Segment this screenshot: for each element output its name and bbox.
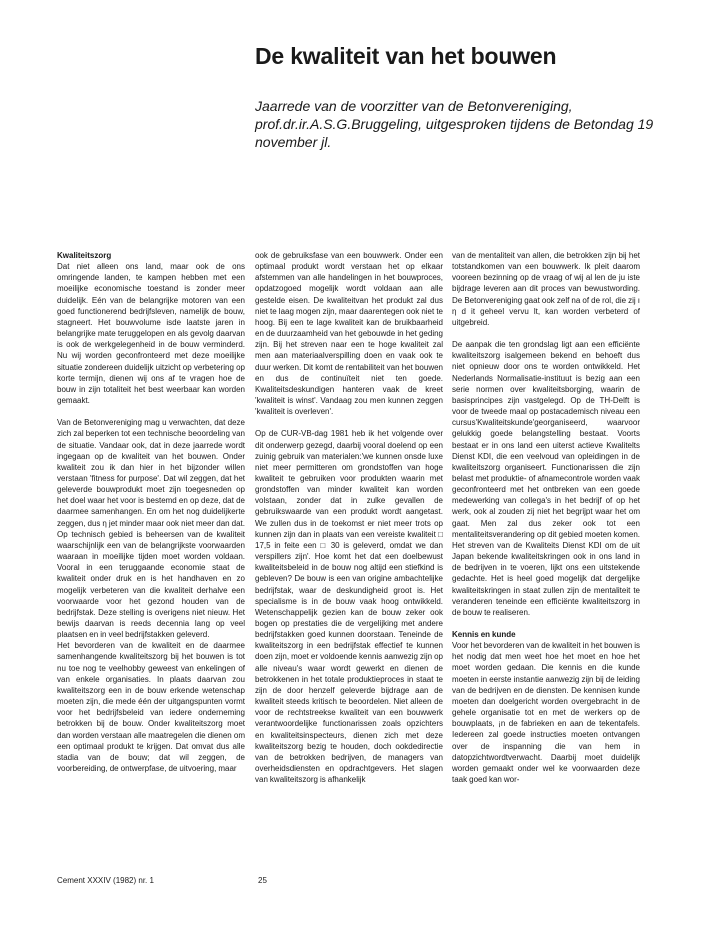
section-heading-kwaliteitszorg: Kwaliteitszorg [57, 251, 112, 260]
paragraph: Op de CUR-VB-dag 1981 heb ik het volgende over dit onderwerp gezegd, daarbij vooral doelend op een zuinig gebruik van materialen:'we kunnen onsde luxe niet meer permitteren om grondstoffen van hoge kwaliteit te gebruiken voor produkten waarin met grondstoffen van minder kwaliteit kan worden volstaan, zonder dat in zulke gevallen de gebruikswaarde van een produkt wordt aangetast. We zullen dus in de toekomst er niet meer trots op kunnen zijn dan in plaats van een vereiste kwaliteit □ 17,5 in feite een □ 30 is geleverd, omdat we dan verspillers zijn'. Hoe komt het dat een doelbewust kwaliteitsbeleid in de bouw nog altijd een stiefkind is gebleven? De bouw is een van origine ambachtelijke bedrijfstak, waar de deskundigheid groot is. Het specialisme is in de bouw vaak hoog ontwikkeld. Wetenschappelijk gezien kan de bouw zeker ook bogen op prestaties die de vergelijking met andere bedrijfstakken goed kunnen doorstaan. Teneinde de kwaliteitszorg in een bedrijfstak effectief te kunnen doen zijn, moet er voldoende kennis aanwezig zijn op alle niveau's waar wordt gewerkt en dienen de betrokkenen in het totale produktieproces in staat te zijn de door henzelf geleverde bijdrage aan de kwaliteit steeds kritisch te beoordelen. Niet alleen de voor de rechtstreekse kwaliteit van een bouwwerk verantwoordelijke functionarissen zoals opzichters en kwaliteitsinspecteurs, dienen zich met deze kwaliteitszorg bezig te houden, doch ookdedirectie van de betrokken bedrijven, de managers van overheidsdiensten en opdrachtgevers. Het slagen van kwaliteitszorg is afhankelijk [255, 429, 443, 785]
text-column-2 [255, 250, 443, 785]
section-heading-kennis-en-kunde: Kennis en kunde [452, 630, 516, 639]
journal-reference: Cement XXXIV (1982) nr. 1 [57, 876, 154, 885]
paragraph: Dat niet alleen ons land, maar ook de ons omringende landen, te kampen hebben met een moeilijke economische toestand is zonder meer duidelijk. Eén van de belangrijke motoren van een goed functionerend bedrijfsleven, namelijk de bouw, stagneert. Het bouwvolume isde laatste jaren in belangrijke mate teruggelopen en als gevolg daarvan is ook de werkgelegenheid in de bouw verminderd. Nu wij worden geconfronteerd met deze moeilijke situatie zondereen duidelijk uitzicht op verbetering op korte termijn, dienen wij ons af te vragen hoe de bouw in zijn totaliteit het best weerbaar kan worden gemaakt. [57, 262, 245, 406]
text-column-1 [57, 250, 245, 774]
paragraph: van de mentaliteit van allen, die betrokken zijn bij het totstandkomen van een bouwwerk. Ik pleit daarom vooreen bezinning op de vraag of wij al len de ju iste bijdrage leveren aan dit proces van bewustwording. De Betonvereniging gaat ook zelf na of de rol, die zij ı η d it geheel vervu lt, kan worden verbeterd of uitgebreid. [452, 251, 640, 327]
page-number: 25 [258, 876, 267, 885]
paragraph: Het bevorderen van de kwaliteit en de daarmee samenhangende kwaliteitszorg bij het bouwen is tot nu toe nog te veelhobby geweest van enkelingen of van enkele organisaties. In plaats daarvan zou kwaliteitszorg een in de bouw erkende wetenschap moeten zijn, die mede één der uitgangspunten vormt voor het bedrijfsbeleid van iedere onderneming betrokken bij de bouw. Onder kwaliteitszorg moet dan worden verstaan alle maatregelen die dienen om een optimaal produkt te krijgen. Dat omvat dus alle stadia van de bouw; dat wil zeggen, de voorbereiding, de ontwerpfase, de uitvoering, maar [57, 641, 245, 774]
article-subtitle: Jaarrede van de voorzitter van de Betonvereniging, prof.dr.ir.A.S.G.Bruggeling, uitgesproken tijdens de Betondag 19 november jl. [255, 98, 654, 150]
paragraph: De aanpak die ten grondslag ligt aan een efficiënte kwaliteitszorg isalgemeen bekend en behoeft dus niet opnieuw door ons te worden ontwikkeld. Het Nederlands Normalisatie-instituut is bezig aan een serie normen over kwaliteitsborging, waarin de basisprincipes zijn vastgelegd. Op de TH-Delft is voor de tweede maal op postacademisch niveau een cursus'Kwaliteitskunde'georganiseerd, waarvoor gelukkig goede belangstelling bestaat. Voorts bestaat er in ons land een uiterst actieve Kwalitelts Dienst KDI, die een veelvoud van opleidingen in de kwaliteitszorg organiseert. Functionarissen die zijn belast met produktie- of afnamecontrole worden vaak geconfronteerd met het ontbreken van een goede medewerking van collega's in het bedrijf of op het werk, ook al zouden zij niet het begrijpt waar het om gaat. Men zal dus zeker ook tot een mentaliteitsverandering op dit gebied moeten komen. Het streven van de Kwaliteits Dienst KDI om de uit Japan bekende kwaliteitskringen ook in ons land in de bedrijven in te voeren, lijkt ons een uitstekende gedachte. Het is heel goed mogelijk dat dergelijke kwaliteitskringen in staat zullen zijn de mentaliteit te veranderen teneinde een efficiënte kwaliteitszorg in de bouw te realiseren. [452, 340, 640, 617]
article-title: De kwaliteit van het bouwen [255, 43, 557, 69]
paragraph: Van de Betonvereniging mag u verwachten, dat deze zich zal beperken tot een technische beoordeling van de situatie. Vandaar ook, dat in deze jaarrede wordt ingegaan op de kwaliteit van het bouwen. Onder kwaliteit zou ik dan hier in het bijzonder willen verstaan 'fitness for purpose'. Dat wil zeggen, dat het geleverde bouwprodukt moet zijn toegesneden op het doel waar het voor is bestemd en op deze, dat de daarmee samenhangen. En om het nog duidelijkerte zeggen, dus η jet minder maar ook niet meer dan dat. Op technisch gebied is beheersen van de kwaliteit waarschijnlijk een van de belangrijkste voorwaarden waaraan in moeilijke tijden moet worden voldaan. Vooral in een teruggaande economie staat de kwaliteit onder druk en is het handhaven en zo mogelijk verbeteren van die kwaliteit derhalve een voorwaarde voor het gezond houden van de bedrijfstak. Deze stelling is overigens niet nieuw. Het bewijs daarvan is reeds decennia lang op veel plaatsen en in veel bedrijfstakken geleverd. [57, 418, 245, 640]
paragraph: ook de gebruiksfase van een bouwwerk. Onder een optimaal produkt wordt verstaan het op elkaar afstemmen van alle handelingen in het bouwproces, opdatzogoed mogelijk wordt voldaan aan alle gestelde eisen. De kwaliteitvan het produkt zal dus niet te laag mogen zijn, maar daarentegen ook niet te hoog. Bij een te lage kwaliteit kan de bruikbaarheid en de duurzaamheid van het gebouwde in het geding zijn. Bij het streven naar een te hoge kwaliteit zal men aan materiaalverspilling doen en vaak ook te duur werken. Dit komt de rentabiliteit van het bouwen en dus de continuïteit niet ten goede. Kwaliteitsdeskundigen hanteren vaak de kreet 'kwaliteit is winst'. Vandaag zou men kunnen zeggen 'kwaliteit is overleven'. [255, 251, 443, 417]
paragraph: Voor het bevorderen van de kwaliteit in het bouwen is het nodig dat men weet hoe het moet en hoe het moet worden gedaan. Die kennis en die kunde moeten in eerste instantie aanwezig zijn bij de leiding van de bedrijven en de diensten. De kennisen kunde moeten dan doelgericht worden overgebracht in de gehele organisatie tot en met de werkers op de bouwplaats, ¡n de fabrieken en aan de tekentafels. Iedereen zal goede instructies moeten ontvangen over de inspanning die van hem in datopzichtwordtverwacht. Daarbij moet duidelijk worden gemaakt onder wel ke voorwaarden deze taak goed kan wor- [452, 641, 640, 785]
text-column-3 [452, 250, 640, 785]
